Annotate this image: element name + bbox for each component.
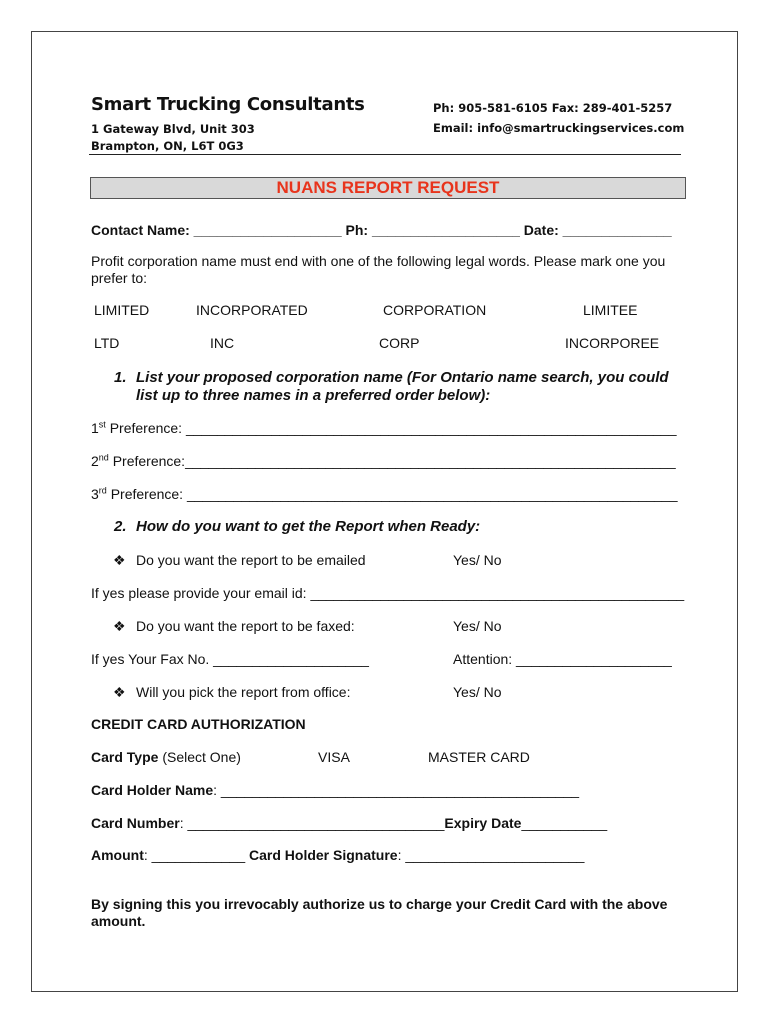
preference-2[interactable]: 2nd Preference:_______________________________________________________________: [91, 452, 676, 469]
card-holder-name-field[interactable]: Card Holder Name: ______________________________________________: [91, 782, 580, 798]
company-name: Smart Trucking Consultants: [91, 94, 365, 115]
diamond-bullet-icon: ❖: [113, 684, 126, 700]
attention-field[interactable]: Attention: ____________________: [453, 651, 672, 667]
legal-word-limited[interactable]: LIMITED: [94, 302, 150, 318]
authorization-statement: By signing this you irrevocably authorize us to charge your Credit Card with the above amount.: [91, 896, 668, 929]
contact-line[interactable]: Contact Name: ___________________ Ph: ___________________ Date: ______________: [91, 222, 672, 238]
question-pickup: Will you pick the report from office:: [136, 684, 351, 700]
section-2-number: 2.: [114, 518, 127, 535]
question-emailed: Do you want the report to be emailed: [136, 552, 366, 568]
address-line-1: 1 Gateway Blvd, Unit 303: [91, 122, 255, 136]
preference-3[interactable]: 3rd Preference: _______________________________________________________________: [91, 485, 678, 502]
address-line-2: Brampton, ON, L6T 0G3: [91, 139, 244, 153]
phone-fax: Ph: 905-581-6105 Fax: 289-401-5257: [433, 101, 673, 115]
card-type-label: Card Type (Select One): [91, 749, 241, 765]
card-type-mastercard[interactable]: MASTER CARD: [428, 749, 530, 765]
credit-card-heading: CREDIT CARD AUTHORIZATION: [91, 716, 306, 732]
card-number-field[interactable]: Card Number: _________________________________Expiry Date___________: [91, 815, 608, 831]
diamond-bullet-icon: ❖: [113, 552, 126, 568]
yes-no-faxed[interactable]: Yes/ No: [453, 618, 502, 634]
diamond-bullet-icon: ❖: [113, 618, 126, 634]
email-address: Email: info@smartruckingservices.com: [433, 121, 685, 135]
legal-words-intro: Profit corporation name must end with one of the following legal words. Please mark one you prefer to:: [91, 253, 666, 286]
legal-word-limitee[interactable]: LIMITEE: [583, 302, 638, 318]
amount-signature-field[interactable]: Amount: ____________ Card Holder Signature: _______________________: [91, 847, 585, 863]
legal-word-incorporated[interactable]: INCORPORATED: [196, 302, 308, 318]
preference-1[interactable]: 1st Preference: _______________________________________________________________: [91, 419, 677, 436]
yes-no-emailed[interactable]: Yes/ No: [453, 552, 502, 568]
legal-word-corporation[interactable]: CORPORATION: [383, 302, 487, 318]
yes-no-pickup[interactable]: Yes/ No: [453, 684, 502, 700]
legal-word-corp[interactable]: CORP: [379, 335, 420, 351]
legal-word-ltd[interactable]: LTD: [94, 335, 120, 351]
section-1-heading: List your proposed corporation name (For Ontario name search, you could list up to three names in a preferred order below):: [136, 369, 669, 404]
fax-number-field[interactable]: If yes Your Fax No. ____________________: [91, 651, 369, 667]
section-2-heading: How do you want to get the Report when Ready:: [136, 518, 481, 535]
legal-word-incorporee[interactable]: INCORPOREE: [565, 335, 660, 351]
section-1-number: 1.: [114, 369, 127, 386]
form-title: NUANS REPORT REQUEST: [90, 177, 686, 199]
question-faxed: Do you want the report to be faxed:: [136, 618, 355, 634]
email-id-field[interactable]: If yes please provide your email id: ________________________________________________: [91, 585, 685, 601]
header-divider: [89, 154, 681, 155]
card-type-visa[interactable]: VISA: [318, 749, 350, 765]
legal-word-inc[interactable]: INC: [210, 335, 235, 351]
